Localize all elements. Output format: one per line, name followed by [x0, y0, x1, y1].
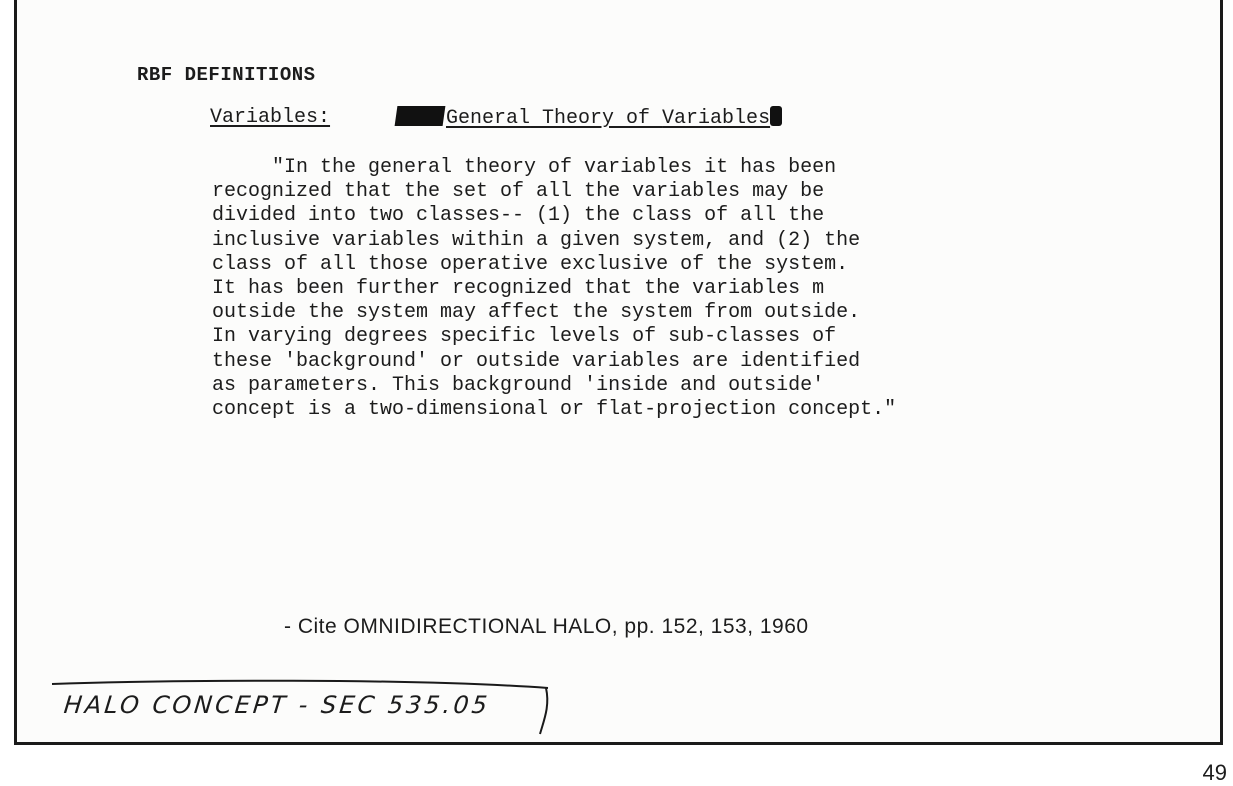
quote-line: It has been further recognized that the variables m: [212, 277, 825, 301]
quote-line: "In the general theory of variables it has been: [212, 156, 837, 179]
title-middle: Theory of: [530, 107, 663, 130]
quote-line: concept is a two-dimensional or flat-projection concept.": [212, 398, 897, 422]
quote-line: divided into two classes-- (1) the class of all the: [212, 204, 825, 228]
quote-line: inclusive variables within a given system, and (2) the: [212, 228, 861, 252]
quote-line: recognized that the set of all the variables may be: [212, 180, 825, 204]
struck-word: General: [446, 107, 531, 130]
quote-line: class of all those operative exclusive of the system.: [212, 252, 849, 276]
quote-line: outside the system may affect the system from outside.: [212, 301, 861, 325]
citation: - Cite OMNIDIRECTIONAL HALO, pp. 152, 153, 1960: [284, 615, 809, 638]
title-end-word: Variables: [662, 107, 771, 130]
handwritten-note: HALO CONCEPT - SEC 535.05: [62, 691, 492, 719]
subheading-title: [396, 106, 782, 130]
quote-line: these 'background' or outside variables are identified: [212, 349, 861, 373]
ink-blot: [770, 106, 782, 126]
subheading-row: [210, 106, 771, 130]
quote-line: In varying degrees specific levels of sub-classes of: [212, 325, 837, 349]
quote-paragraph: [212, 156, 896, 422]
quote-line: as parameters. This background 'inside and outside': [212, 373, 825, 397]
page-number: 49: [1202, 760, 1227, 785]
page-header: RBF DEFINITIONS: [137, 64, 316, 86]
redaction-mark: [395, 106, 446, 126]
subheading-label: Variables:: [210, 106, 331, 129]
